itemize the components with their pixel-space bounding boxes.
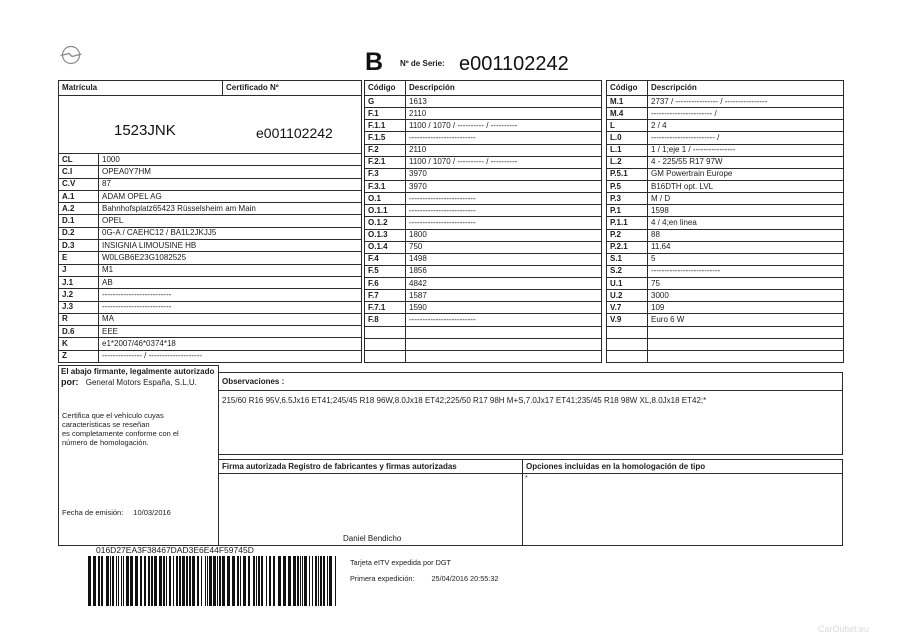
- barcode-bar: [166, 556, 167, 606]
- field-value: 2737 / ---------------- / ----------------: [648, 96, 844, 108]
- field-code: P.5.1: [607, 169, 648, 181]
- field-value: -------------------------: [406, 217, 602, 229]
- barcode-bar: [227, 556, 230, 606]
- barcode-bar: [151, 556, 153, 606]
- field-value: Euro 6 W: [648, 314, 844, 326]
- authorization-by-label: por:: [61, 377, 79, 387]
- field-value: 1498: [406, 254, 602, 266]
- barcode-bar: [189, 556, 191, 606]
- barcode-bar: [240, 556, 241, 606]
- field-code: F.7.1: [365, 302, 406, 314]
- field-code: K: [59, 338, 99, 350]
- description-header: Descripción: [406, 81, 602, 96]
- field-value: 4842: [406, 278, 602, 290]
- barcode-bar: [169, 556, 171, 606]
- field-value: 3970: [406, 181, 602, 193]
- barcode-bar: [320, 556, 322, 606]
- serial-label: Nº de Serie:: [400, 59, 445, 68]
- field-value: [406, 351, 602, 363]
- barcode-bar: [253, 556, 255, 606]
- barcode-bar: [93, 556, 96, 606]
- field-value: 2110: [406, 108, 602, 120]
- field-code: F.1.1: [365, 120, 406, 132]
- field-value: 5: [648, 254, 844, 266]
- field-code: L.1: [607, 145, 648, 157]
- barcode-bar: [293, 556, 296, 606]
- first-issue-row: [350, 574, 498, 584]
- issuer-text: Tarjeta eITV expedida por DGT: [350, 558, 451, 567]
- field-value: [648, 339, 844, 351]
- barcode-bar: [98, 556, 100, 606]
- issue-date-label: Fecha de emisión:: [62, 508, 124, 517]
- field-code: L.0: [607, 132, 648, 144]
- observations-label: Observaciones :: [219, 373, 842, 391]
- barcode-bar: [118, 556, 119, 606]
- field-code: P.1: [607, 205, 648, 217]
- field-value: --------------- / --------------------: [99, 351, 362, 363]
- field-value: 2110: [406, 145, 602, 157]
- barcode-bar: [209, 556, 212, 606]
- field-code: F.2: [365, 145, 406, 157]
- field-value: --------------------------: [99, 302, 362, 314]
- field-code: A.2: [59, 203, 99, 215]
- field-code: F.2.1: [365, 157, 406, 169]
- field-code: O.1.3: [365, 230, 406, 242]
- field-code: J.2: [59, 289, 99, 301]
- field-code: Z: [59, 351, 99, 363]
- field-code: D.6: [59, 326, 99, 338]
- field-value: 1800: [406, 230, 602, 242]
- barcode-bar: [258, 556, 260, 606]
- field-value: 88: [648, 230, 844, 242]
- field-code: [607, 327, 648, 339]
- field-value: 75: [648, 278, 844, 290]
- field-value: -------------------------: [406, 314, 602, 326]
- statement-line: características se reseñan: [62, 420, 150, 429]
- field-code: F.3.1: [365, 181, 406, 193]
- field-code: C.I: [59, 166, 99, 178]
- barcode-bar: [269, 556, 271, 606]
- field-code: V.9: [607, 314, 648, 326]
- field-code: F.1: [365, 108, 406, 120]
- barcode-bar: [309, 556, 310, 606]
- field-code: R: [59, 314, 99, 326]
- barcode-bar: [278, 556, 281, 606]
- field-value: [648, 351, 844, 363]
- barcode-bar: [261, 556, 263, 606]
- barcode-bar: [237, 556, 239, 606]
- barcode-bar: [126, 556, 129, 606]
- signature-label: Firma autorizada Registro de fabricantes y firmas autorizadas: [219, 460, 522, 474]
- field-value: B16DTH opt. LVL: [648, 181, 844, 193]
- field-value: W0LGB6E23G1082525: [99, 252, 362, 264]
- barcode-bar: [148, 556, 150, 606]
- field-code: [365, 351, 406, 363]
- barcode-bar: [112, 556, 114, 606]
- field-value: ADAM OPEL AG: [99, 191, 362, 203]
- field-code: O.1: [365, 193, 406, 205]
- document-hash: 016D27EA3F38467DAD3E6E44F59745D: [96, 545, 254, 555]
- field-code: L: [607, 120, 648, 132]
- barcode-bar: [273, 556, 275, 606]
- field-value: -------------------------: [406, 205, 602, 217]
- field-code: S.2: [607, 266, 648, 278]
- barcode-bar: [213, 556, 216, 606]
- authorization-box: [58, 365, 219, 546]
- field-code: P.5: [607, 181, 648, 193]
- barcode-bar: [163, 556, 165, 606]
- field-value: 1613: [406, 96, 602, 108]
- statement-line: número de homologación.: [62, 438, 149, 447]
- authorization-title: El abajo firmante, legalmente autorizado: [61, 367, 215, 376]
- field-code: [365, 339, 406, 351]
- conformity-statement: [62, 411, 179, 447]
- barcode-bar: [297, 556, 299, 606]
- field-value: [648, 327, 844, 339]
- field-code: [607, 339, 648, 351]
- field-code: F.3: [365, 169, 406, 181]
- field-code: D.1: [59, 215, 99, 227]
- field-code: P.3: [607, 193, 648, 205]
- barcode-bar: [205, 556, 206, 606]
- registration-plate: 1523JNK: [114, 122, 176, 139]
- field-code: D.3: [59, 240, 99, 252]
- first-issue-date: 25/04/2016 20:55:32: [431, 574, 499, 583]
- opel-logo-icon: [59, 44, 83, 66]
- barcode-bar: [154, 556, 157, 606]
- type-options-box: [522, 459, 843, 546]
- field-code: F.1.5: [365, 132, 406, 144]
- field-code: M.4: [607, 108, 648, 120]
- field-code: P.1.1: [607, 217, 648, 229]
- field-code: O.1.4: [365, 242, 406, 254]
- field-value: 87: [99, 179, 362, 191]
- field-code: O.1.2: [365, 217, 406, 229]
- field-value: --------------------------: [99, 289, 362, 301]
- field-code: P.2.1: [607, 242, 648, 254]
- barcode-bar: [192, 556, 195, 606]
- first-issue-label: Primera expedición:: [350, 574, 415, 583]
- field-value: 1000: [99, 154, 362, 166]
- field-code: S.1: [607, 254, 648, 266]
- field-value: 1856: [406, 266, 602, 278]
- plate-header: Matrícula: [59, 81, 223, 96]
- field-value: 1100 / 1070 / ---------- / ----------: [406, 120, 602, 132]
- statement-line: Certifica que el vehículo cuyas: [62, 411, 164, 420]
- authorization-by-row: [61, 377, 197, 388]
- code-header: Código: [607, 81, 648, 96]
- barcode-bar: [243, 556, 246, 606]
- barcode-bar: [179, 556, 181, 606]
- field-code: F.6: [365, 278, 406, 290]
- field-value: Bahnhofsplatz65423 Rüsselsheim am Main: [99, 203, 362, 215]
- barcode-bar: [140, 556, 142, 606]
- watermark: CarOutlet.eu: [818, 624, 870, 634]
- field-code: A.1: [59, 191, 99, 203]
- field-code: C.V: [59, 179, 99, 191]
- field-code: [365, 327, 406, 339]
- barcode-bar: [159, 556, 162, 606]
- barcode-bar: [101, 556, 103, 606]
- field-code: U.1: [607, 278, 648, 290]
- field-value: 0G-A / CAEHC12 / BA1L2JKJJ5: [99, 228, 362, 240]
- field-value: ------------------------ /: [648, 132, 844, 144]
- observations-box: [218, 372, 843, 455]
- field-code: CL: [59, 154, 99, 166]
- field-value: INSIGNIA LIMOUSINE HB: [99, 240, 362, 252]
- field-value: MA: [99, 314, 362, 326]
- field-value: 1598: [648, 205, 844, 217]
- field-value: [406, 339, 602, 351]
- field-code: J.1: [59, 277, 99, 289]
- barcode-bar: [288, 556, 291, 606]
- observations-text: 215/60 R16 95V,6.5Jx16 ET41;245/45 R18 96W,8.0Jx18 ET42;225/50 R17 98H M+S,7.0Jx17 ET41;235/45 R18 98W XL,8.0Jx18 ET42;*: [222, 396, 707, 405]
- field-code: F.8: [365, 314, 406, 326]
- issue-date: 10/03/2016: [133, 508, 171, 517]
- field-value: M / D: [648, 193, 844, 205]
- barcode-bar: [219, 556, 221, 606]
- field-code: D.2: [59, 228, 99, 240]
- field-code: V.7: [607, 302, 648, 314]
- field-value: 750: [406, 242, 602, 254]
- field-code: J: [59, 265, 99, 277]
- field-value: -------------------------: [406, 193, 602, 205]
- barcode-bar: [304, 556, 307, 606]
- field-value: 1590: [406, 302, 602, 314]
- barcode-bar: [182, 556, 185, 606]
- signature-box: [218, 459, 523, 546]
- field-value: ----------------------- /: [648, 108, 844, 120]
- field-code: [607, 351, 648, 363]
- serial-number: e001102242: [459, 53, 569, 75]
- description-header: Descripción: [648, 81, 844, 96]
- barcode-bar: [197, 556, 199, 606]
- barcode-bar: [88, 556, 91, 606]
- field-code: F.4: [365, 254, 406, 266]
- barcode-bar: [232, 556, 235, 606]
- barcode-bar: [173, 556, 174, 606]
- field-code: F.5: [365, 266, 406, 278]
- technical-table-a: [364, 80, 602, 363]
- barcode-bar: [116, 556, 117, 606]
- field-value: AB: [99, 277, 362, 289]
- field-code: L.2: [607, 157, 648, 169]
- field-value: OPEA0Y7HM: [99, 166, 362, 178]
- field-value: M1: [99, 265, 362, 277]
- field-value: 1 / 1;eje 1 / ----------------: [648, 145, 844, 157]
- type-options-label: Opciones incluidas en la homologación de tipo: [523, 460, 842, 474]
- technical-table-b: [606, 80, 844, 363]
- field-code: E: [59, 252, 99, 264]
- plate-certificate-box: [59, 96, 362, 154]
- field-code: G: [365, 96, 406, 108]
- signatory-name: Daniel Bendicho: [343, 534, 402, 543]
- type-options-mark: *: [525, 475, 528, 482]
- barcode-bar: [121, 556, 122, 606]
- barcode-bar: [207, 556, 208, 606]
- certificate-number: e001102242: [256, 125, 333, 141]
- barcode-bar: [248, 556, 250, 606]
- barcode-bar: [300, 556, 301, 606]
- barcode-bar: [130, 556, 133, 606]
- field-value: EEE: [99, 326, 362, 338]
- barcode-bar: [186, 556, 188, 606]
- field-code: O.1.1: [365, 205, 406, 217]
- field-value: GM Powertrain Europe: [648, 169, 844, 181]
- barcode-bar: [106, 556, 109, 606]
- identification-table: [58, 80, 362, 363]
- field-value: 3970: [406, 169, 602, 181]
- barcode-bar: [283, 556, 286, 606]
- barcode-bar: [201, 556, 202, 606]
- field-code: F.7: [365, 290, 406, 302]
- barcode-bar: [176, 556, 178, 606]
- barcode-bar: [312, 556, 313, 606]
- barcode-bar: [318, 556, 319, 606]
- barcode-bar: [222, 556, 225, 606]
- field-value: 1587: [406, 290, 602, 302]
- barcode-bar: [329, 556, 332, 606]
- code-header: Código: [365, 81, 406, 96]
- field-value: -------------------------: [406, 132, 602, 144]
- barcode-bar: [323, 556, 325, 606]
- field-code: P.2: [607, 230, 648, 242]
- field-value: 109: [648, 302, 844, 314]
- barcode-bar: [135, 556, 138, 606]
- field-value: 3000: [648, 290, 844, 302]
- barcode-bar: [315, 556, 317, 606]
- field-value: OPEL: [99, 215, 362, 227]
- barcode-bar: [217, 556, 218, 606]
- field-value: --------------------------: [648, 266, 844, 278]
- field-value: 11.64: [648, 242, 844, 254]
- barcode-bar: [327, 556, 328, 606]
- barcode-bar: [266, 556, 267, 606]
- field-value: 4 - 225/55 R17 97W: [648, 157, 844, 169]
- statement-line: es completamente conforme con el: [62, 429, 179, 438]
- field-value: [406, 327, 602, 339]
- barcode-bar: [256, 556, 257, 606]
- barcode: [88, 556, 338, 606]
- issue-date-row: [62, 508, 171, 518]
- field-code: M.1: [607, 96, 648, 108]
- barcode-bar: [144, 556, 146, 606]
- barcode-bar: [110, 556, 111, 606]
- field-value: 2 / 4: [648, 120, 844, 132]
- field-value: e1*2007/46*0374*18: [99, 338, 362, 350]
- field-code: U.2: [607, 290, 648, 302]
- vehicle-category: B: [365, 48, 384, 76]
- manufacturer-name: General Motors España, S.L.U.: [85, 378, 197, 387]
- certificate-header: Certificado Nº: [223, 81, 362, 96]
- field-value: 1100 / 1070 / ---------- / ----------: [406, 157, 602, 169]
- field-value: 4 / 4;en linea: [648, 217, 844, 229]
- barcode-bar: [123, 556, 124, 606]
- field-code: J.3: [59, 302, 99, 314]
- barcode-bar: [335, 556, 336, 606]
- barcode-bar: [302, 556, 303, 606]
